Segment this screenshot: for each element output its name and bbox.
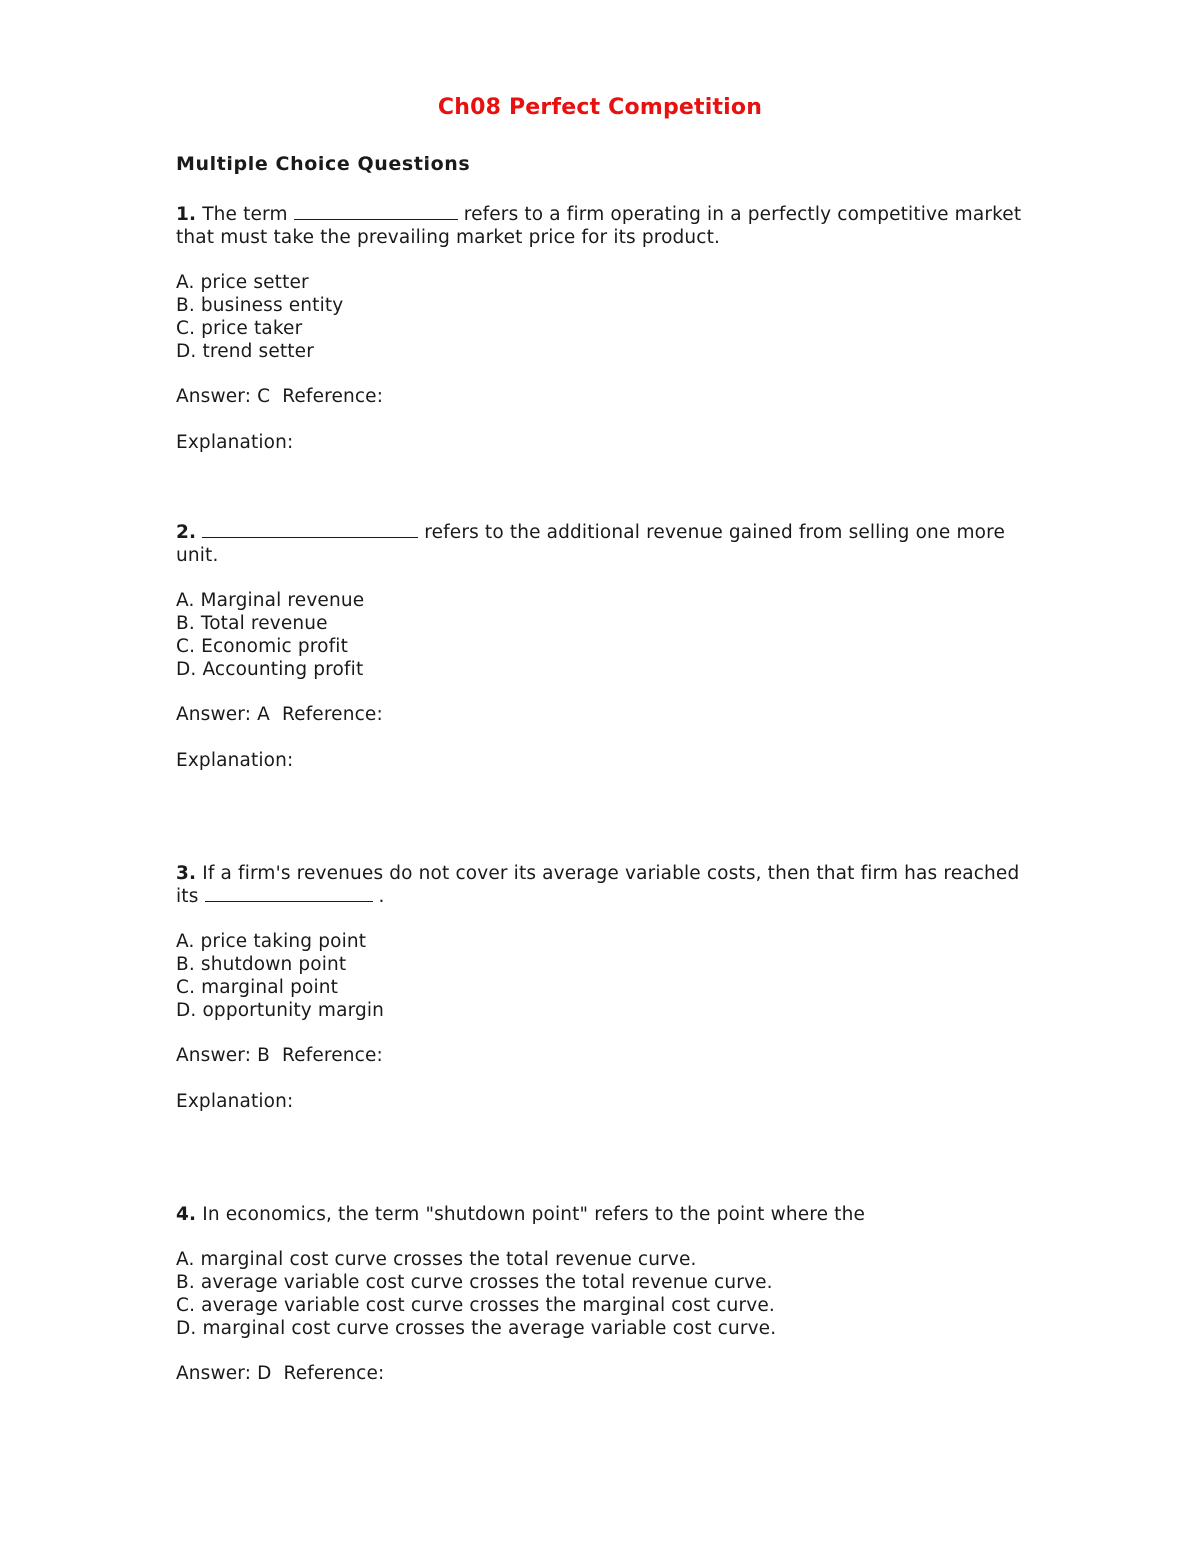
answer-blank bbox=[294, 203, 458, 220]
option-a: A. marginal cost curve crosses the total revenue curve. bbox=[176, 1249, 697, 1270]
answer-value: Answer: D bbox=[176, 1363, 272, 1384]
option-c: C. Economic profit bbox=[176, 636, 348, 657]
question-text bbox=[176, 862, 1026, 908]
answer-value: Answer: C bbox=[176, 386, 271, 407]
question-text-before: If a firm's revenues do not cover its average variable costs, then that firm has reached its bbox=[176, 863, 1020, 907]
question-number: 1. bbox=[176, 204, 197, 225]
question-4 bbox=[176, 1203, 1026, 1385]
question-number: 3. bbox=[176, 863, 197, 884]
answer-value: Answer: A bbox=[176, 704, 270, 725]
option-c: C. price taker bbox=[176, 318, 303, 339]
document-page bbox=[176, 92, 1026, 1385]
question-text-after: refers to the additional revenue gained from selling one more unit. bbox=[176, 522, 1005, 566]
answer-line bbox=[176, 1044, 1026, 1067]
option-c: C. average variable cost curve crosses the marginal cost curve. bbox=[176, 1295, 775, 1316]
option-list bbox=[176, 1248, 1026, 1340]
question-number: 2. bbox=[176, 522, 197, 543]
question-text bbox=[176, 1203, 1026, 1226]
question-text-before: The term bbox=[202, 204, 288, 225]
reference-label: Reference: bbox=[282, 386, 384, 407]
option-c: C. marginal point bbox=[176, 977, 339, 998]
explanation-label: Explanation: bbox=[176, 750, 294, 771]
answer-line bbox=[176, 1362, 1026, 1385]
answer-value: Answer: B bbox=[176, 1045, 270, 1066]
question-number: 4. bbox=[176, 1204, 197, 1225]
explanation-label: Explanation: bbox=[176, 432, 294, 453]
document-title: Ch08 Perfect Competition bbox=[437, 95, 763, 120]
question-3 bbox=[176, 862, 1026, 1113]
option-b: B. business entity bbox=[176, 295, 344, 316]
section-heading: Multiple Choice Questions bbox=[176, 153, 471, 175]
reference-label: Reference: bbox=[281, 1045, 383, 1066]
question-1 bbox=[176, 203, 1026, 454]
reference-label: Reference: bbox=[283, 1363, 385, 1384]
option-d: D. trend setter bbox=[176, 341, 314, 362]
option-d: D. Accounting profit bbox=[176, 659, 364, 680]
question-text-after: . bbox=[378, 886, 385, 907]
answer-blank bbox=[202, 521, 418, 538]
answer-line bbox=[176, 703, 1026, 726]
explanation-label: Explanation: bbox=[176, 1091, 294, 1112]
answer-line bbox=[176, 385, 1026, 408]
question-text bbox=[176, 521, 1026, 567]
question-text-before: In economics, the term "shutdown point" refers to the point where the bbox=[202, 1204, 865, 1225]
option-a: A. price taking point bbox=[176, 931, 367, 952]
option-a: A. price setter bbox=[176, 272, 309, 293]
question-2 bbox=[176, 521, 1026, 772]
option-list bbox=[176, 930, 1026, 1022]
option-a: A. Marginal revenue bbox=[176, 590, 365, 611]
option-d: D. opportunity margin bbox=[176, 1000, 385, 1021]
option-b: B. Total revenue bbox=[176, 613, 328, 634]
question-text bbox=[176, 203, 1026, 249]
option-list bbox=[176, 589, 1026, 681]
option-b: B. shutdown point bbox=[176, 954, 347, 975]
question-text-after: refers to a firm operating in a perfectly competitive market that must take the prevailing market price for its product. bbox=[176, 204, 1022, 248]
reference-label: Reference: bbox=[281, 704, 383, 725]
option-b: B. average variable cost curve crosses the total revenue curve. bbox=[176, 1272, 773, 1293]
option-d: D. marginal cost curve crosses the average variable cost curve. bbox=[176, 1318, 777, 1339]
option-list bbox=[176, 271, 1026, 363]
answer-blank bbox=[205, 885, 373, 902]
